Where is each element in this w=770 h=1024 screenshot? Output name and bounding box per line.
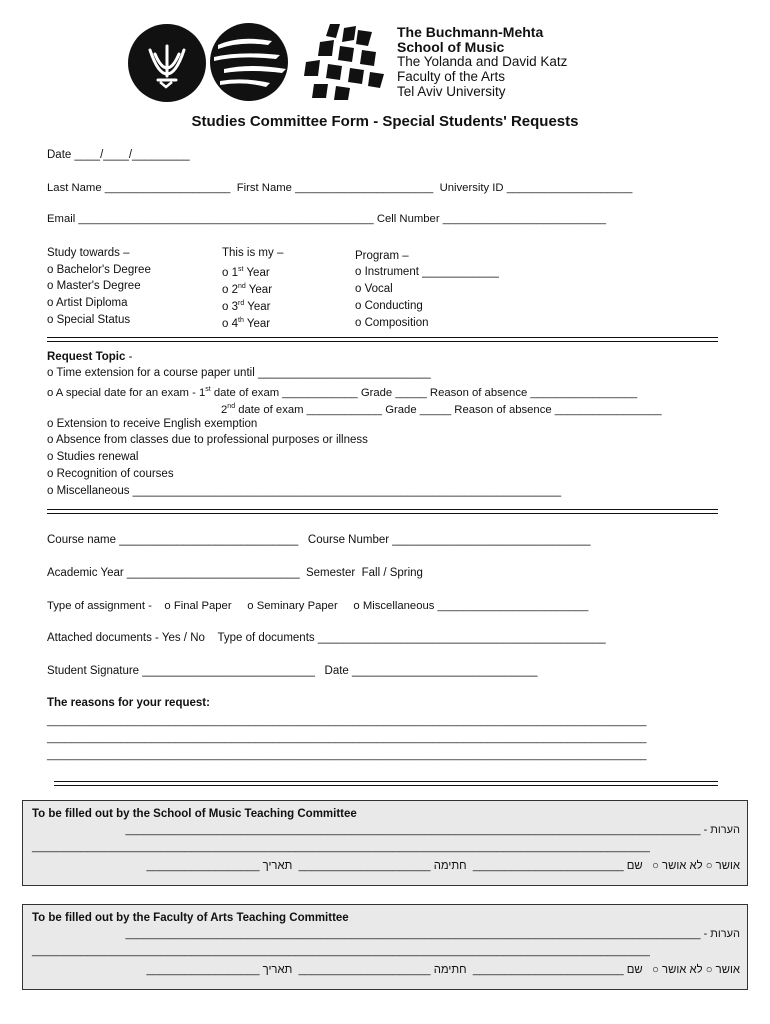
buchmann-mehta-logo xyxy=(210,23,288,101)
checker-icon xyxy=(300,22,386,102)
section-divider-2 xyxy=(47,509,718,514)
year-heading: This is my – xyxy=(222,247,284,259)
option-composition[interactable]: o Composition xyxy=(355,317,429,329)
option-special-status[interactable]: o Special Status xyxy=(47,314,131,326)
date-field[interactable]: Date ____/____/_________ xyxy=(47,149,190,161)
request-topic-dash: - xyxy=(125,351,133,363)
year-2-suffix: Year xyxy=(245,283,273,296)
music-committee-title: To be filled out by the School of Music Teaching Committee xyxy=(32,808,357,820)
option-vocal[interactable]: o Vocal xyxy=(355,283,393,295)
request-topic-label: Request Topic xyxy=(47,351,126,363)
exam-date-2-sup: nd xyxy=(227,403,236,410)
assignment-type-row[interactable]: Type of assignment - o Final Paper o Seminary Paper o Miscellaneous ________________________ xyxy=(47,600,589,612)
email-cell-row[interactable]: Email _______________________________________________ Cell Number __________________________ xyxy=(47,213,607,225)
year-1-suffix: Year xyxy=(243,266,270,279)
option-recognition-courses[interactable]: o Recognition of courses xyxy=(47,468,174,480)
school-name-line1: The Buchmann-Mehta xyxy=(397,24,544,40)
school-name-line5: Tel Aviv University xyxy=(397,84,506,99)
exam-date-1-prefix: o A special date for an exam - 1 xyxy=(47,386,206,399)
option-conducting[interactable]: o Conducting xyxy=(355,300,423,312)
option-absence[interactable]: o Absence from classes due to professional purposes or illness xyxy=(47,434,368,446)
music-committee-blank-line[interactable]: _____________________________________________________________________________________________________ xyxy=(32,841,650,853)
option-time-extension[interactable]: o Time extension for a course paper until ___________________________ xyxy=(47,367,431,379)
form-title: Studies Committee Form - Special Students' Requests xyxy=(191,113,579,130)
school-name-line4: Faculty of the Arts xyxy=(397,69,506,84)
option-english-exemption[interactable]: o Extension to receive English exemption xyxy=(47,418,258,430)
year-1-sup: st xyxy=(238,266,244,273)
section-divider xyxy=(47,337,718,342)
option-year-1[interactable] xyxy=(222,263,270,280)
attached-documents-row[interactable]: Attached documents - Yes / No Type of documents _____________________________________________ xyxy=(47,632,606,644)
school-name-line3: The Yolanda and David Katz xyxy=(397,54,568,69)
exam-date-1-sup: st xyxy=(205,386,211,393)
year-3-prefix: o 3 xyxy=(222,300,238,313)
year-3-suffix: Year xyxy=(244,300,271,313)
student-signature-row[interactable]: Student Signature ___________________________ Date _____________________________ xyxy=(47,665,538,677)
exam-date-2-prefix: 2 xyxy=(221,403,228,416)
request-topic-heading xyxy=(47,350,132,364)
exam-date-2-fields: date of exam ____________ Grade _____ Reason of absence _________________ xyxy=(235,403,662,416)
waves-icon xyxy=(210,23,288,101)
second-exam-date-row[interactable] xyxy=(221,400,662,417)
option-year-2[interactable] xyxy=(222,280,272,297)
option-instrument[interactable]: o Instrument ____________ xyxy=(355,266,499,278)
arts-committee-title: To be filled out by the Faculty of Arts Teaching Committee xyxy=(32,912,349,924)
course-name-row[interactable]: Course name ____________________________ Course Number _______________________________ xyxy=(47,534,591,546)
music-committee-approval-row[interactable]: אושר ○ לא אושר ○ שם ________________________ חתימה _____________________ תאריך __________________ xyxy=(146,860,740,872)
reason-line-1[interactable]: __________________________________________________________________________________________________ xyxy=(47,715,647,727)
school-name-line2: School of Music xyxy=(397,39,505,55)
academic-year-row[interactable]: Academic Year ___________________________ Semester Fall / Spring xyxy=(47,567,423,579)
option-year-3[interactable] xyxy=(222,297,270,314)
program-heading: Program – xyxy=(355,250,409,262)
reasons-heading: The reasons for your request: xyxy=(47,697,210,709)
reason-line-3[interactable]: __________________________________________________________________________________________________ xyxy=(47,749,647,761)
name-id-row[interactable]: Last Name ____________________ First Name ______________________ University ID ____________________ xyxy=(47,182,633,194)
menorah-icon xyxy=(128,24,206,102)
year-4-suffix: Year xyxy=(243,317,271,330)
year-3-sup: rd xyxy=(238,300,245,307)
option-miscellaneous[interactable]: o Miscellaneous ___________________________________________________________________ xyxy=(47,485,562,497)
year-4-sup: th xyxy=(238,317,244,324)
study-towards-heading: Study towards – xyxy=(47,247,130,259)
year-1-prefix: o 1 xyxy=(222,266,238,279)
option-studies-renewal[interactable]: o Studies renewal xyxy=(47,451,139,463)
option-special-exam-date[interactable] xyxy=(47,383,637,400)
reason-line-2[interactable]: __________________________________________________________________________________________________ xyxy=(47,732,647,744)
section-divider-3 xyxy=(54,781,718,786)
option-year-4[interactable] xyxy=(222,314,270,331)
tel-aviv-university-logo xyxy=(128,24,206,102)
option-masters[interactable]: o Master's Degree xyxy=(47,280,141,292)
option-artist-diploma[interactable]: o Artist Diploma xyxy=(47,297,128,309)
arts-committee-remarks[interactable]: הערות - ______________________________________________________________________________________________ xyxy=(125,928,740,940)
arts-committee-blank-line[interactable]: _____________________________________________________________________________________________________ xyxy=(32,945,650,957)
option-bachelors[interactable]: o Bachelor's Degree xyxy=(47,264,151,276)
year-4-prefix: o 4 xyxy=(222,317,238,330)
music-committee-remarks[interactable]: הערות - ______________________________________________________________________________________________ xyxy=(125,824,740,836)
music-committee-box xyxy=(22,800,748,886)
arts-committee-box xyxy=(22,904,748,990)
exam-date-1-fields: date of exam ____________ Grade _____ Reason of absence _________________ xyxy=(210,386,638,399)
year-2-sup: nd xyxy=(238,283,246,290)
year-2-prefix: o 2 xyxy=(222,283,238,296)
arts-committee-approval-row[interactable]: אושר ○ לא אושר ○ שם ________________________ חתימה _____________________ תאריך __________________ xyxy=(146,964,740,976)
faculty-of-arts-logo xyxy=(300,22,386,102)
